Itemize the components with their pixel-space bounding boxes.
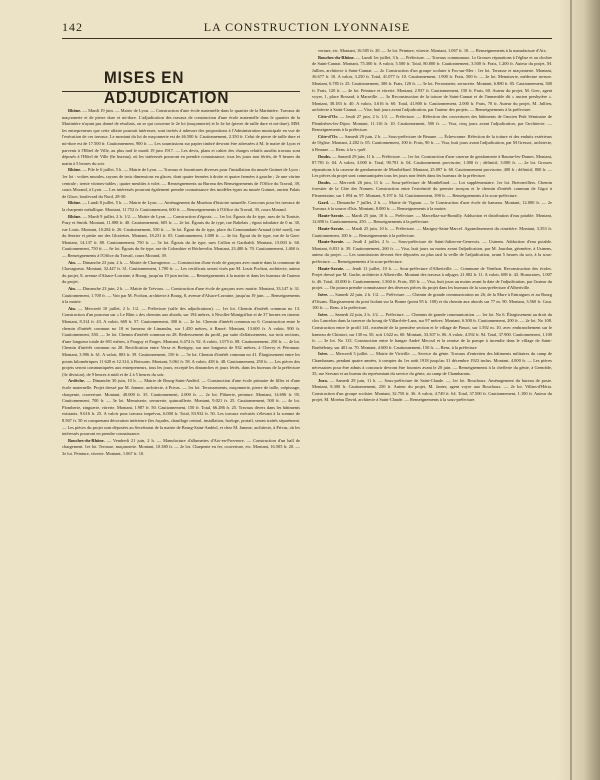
notice-department: Ain. (68, 305, 79, 311)
notice-paragraph (312, 48, 552, 55)
notice-text: — Dimanche 23 juin, 2 h. — Mairie de Trévoux. — Construction d'une école de garçons avec mairie. Montant, 33.147 fr. 31. Cautionnement, 1.700 fr. — Voir par M. Pochon, architecte à Bourg, 8, avenue d'Alsace-Lorraine, jusqu'au 19 juin. — Renseignements à la mairie. (62, 286, 300, 305)
notice-paragraph (312, 292, 552, 312)
notice-text: — Pile le 6 juillet, 5 h. — Mairie de Lyon. — Travaux et fournitures diverses pour l'installation du musée Guimet de Lyon : 1er lot : voûtes murales, rayons de trois dimensions en glaces, dont quatre fermées à droite et quatre fermées à gauche ; 2e une vitrine centrale ; trente vitrines-tables ; quatre meubles à volet. — Renseignements au Bureau des Renseignements de l'Office du Travail, 39, cours Morand, à Lyon. — Les intéressés pourront également prendre connaissance des modèles-types au musée Guimet, ancien Palais de Glace, boulevard du Nord, 28-30. (62, 167, 300, 199)
notice-department: Ain. (68, 259, 78, 265)
notice-paragraph (62, 378, 300, 437)
running-title: LA CONSTRUCTION LYONNAISE (203, 20, 411, 34)
right-column (312, 48, 552, 768)
notice-department: Haute-Savoie. (318, 239, 347, 245)
notice-paragraph (312, 55, 552, 114)
notice-text: — Samedi 29 juin, 11 h. — Préfecture. — 1er lot. Construction d'une caserne de gendarmerie à Baume-les-Dames. Montant, 87.781 fr. 04. A valoir, 3.000 fr. Total, 90.781 fr. 04. Cautionnement provisoire, 1.000 fr ; définitif, 3.000 fr. — 2e lot. Grosses réparations à la caserne de gendarmerie de Montbéliard. Montant, 25.097 fr. 60. Cautionnement provisoire, 400 fr ; définitif, 800 fr. — Les pièces du projet sont communiquées tous les jours non fériés dans les bureaux de la préfecture. (312, 153, 552, 179)
notice-text: — Mercredi 10 juillet, 2 h. 1/2. — Préfecture (salle des adjudications). — 1er lot. Chemin d'intérêt commun no 13. Construction d'un ponceau sur « Le Rhin » des chemins aux abords, sur 194 mètres, à Nivollet-Montgriffon et de 37 bornes en ciment. Montant, 8.314 fr. 43. A valoir, 669 fr. 57. Cautionnement, 300 fr. — 2e lot. Chemin d'intérêt commun no 6. Construction entre le chemin d'intérêt commun no 18 et hameau de Limandas, sur 1.450 mètres, à Rancé. Montant, 13.600 fr. A valoir, 900 fr. Cautionnement, 350. — 3e lot. Chemin d'intérêt commun no 28. Redressement du profil, par suite d'affaissements, sur trois sections, d'une longueur totale de 691 mètres, à Pouguy et Farges. Montant, 6.474 fr. 92. A valoir, 1.075 fr. 08. Cautionnement, 250 fr. — 4e lot. Chemin d'intérêt commun no 28. Rectification entre Versa et Bretigny, sur une longueur de 932 mètres, à Chevry et Péronnaz. Montant, 3.996 fr. 61. A valoir, 803 fr. 39. Cautionnement, 150 fr. — 5e lot. Chemin d'intérêt commun no 41. Élargissement entre les points kilométriques 11 620 et 12.314, à Boissons. Montant, 5.061 fr. 58. A valoir, 438 fr. 48. Cautionnement, 250 fr. — Les pièces des projets seront communiquées aux entrepreneurs, tous les jours, excepté les dimanches et jours fériés, dans les bureaux de la préfecture (3e division), de 9 heures à midi et de 2 à 5 heures du soir. (62, 305, 300, 377)
notice-department: Rhône. (68, 108, 83, 113)
notice-department: Haute-Savoie. (318, 212, 346, 218)
notice-text: — Samedi 22 juin, 2 h. 1/2. — Préfecture. — Chemins de grande communication. — 1er lot. No 6. Élargissement au droit du clos Lancelon dans la traverse du bourg de Villard-de-Lans, sur 97 mètres. Montant, 6.300 fr. Cautionnement, 200 fr. — 2e lot. No 108. Construction entre le profil 141, extrémité de la première section et le village de Pinsot, sur 1.592 m. 10, avec embranchement sur le hameau de Chintort, sur 130 m. 50, soit 1.622 m. 60. Montant, 33.307 fr. 06. A valoir, 4.592 fr. 94. Total, 37.900. Cautionnement, 1.100 fr. — 3e lot. No 113. Construction entre le hangar André Mecoul et la remise de la pompe à incendie dans le village de Saint-Barthélemy, sur 401 m. 70. Montant, 4.600 fr. Cautionnement, 150 fr. — Rens. à la préfecture (312, 311, 552, 350)
notice-department: Côte-d'Or. (318, 113, 340, 119)
notice-text: — Mardi 25 juin, 10 h. — Préfecture. — Marcellaz-sur-Rumilly. Adduction et distribution d'eau potable. Montant, 12.698 fr. Cautionnement, 250. — Renseignements à la préfecture. (312, 212, 552, 225)
notice-text: — Dimanche 23 juin, 2 h. — Mairie de Chavagneux. — Construction d'une école de garçons avec mairie dans la commune de Chavagneux. Montant, 32.447 fr. 31. Cautionnement, 1.700 fr. — Les certificats seront visés par M. Louis Pochon, architecte, auteur du projet, 8, avenue d'Alsace-Lorraine, à Bourg, jusqu'au 19 juin inclus. — Renseignements à la mairie et dans les bureaux de l'auteur du projet. (62, 259, 300, 285)
notice-department: Côte-d'Or. (318, 133, 340, 139)
notice-department: Doubs. (318, 153, 333, 159)
notice-paragraph (312, 154, 552, 180)
notice-text: — Mardi 19 juin. — Mairie de Lyon. — Construction d'une école maternelle dans le quartier de la Martinière. Travaux de maçonnerie et de pierre dure et mi-dure. L'adjudication des travaux de construction d'une école maternelle dans le quartier de la Martinière n'ayant pas donné de résultats, on se qui concerne le 2e lot (maçonnerie) et le 4e lot (pierre de taille dure et mi-dure), MM. les entrepreneurs que cette affaire pourrait intéresser, sont invités à adresser des propositions à l'Administration municipale en vue de l'exécution de ces travaux. Le montant du lot de maçonnerie est de 46.500 fr. Cautionnement, 2.350 fr. Celui de pierre de taille dure et mi-dure est de 17.500 fr. Cautionnement, 900 fr. — Les soumissions sur papier timbré devront être adressées à M. le maire de Lyon et parvenir à l'Hôtel de Ville, au plus tard le mardi 19 juin 1917. — Les devis, plans et cahier des charges relatifs auxdits travaux sont déposés à l'Hôtel de Ville (6e bureau), où les intéressés pourront en prendre connaissance, tous les jours non fériés, de 9 heures du matin à 5 heures du soir. (62, 108, 300, 166)
page-number: 142 (62, 20, 83, 34)
notice-text: — Jeudi 11 juillet, 10 h. — Sous-préfecture d'Albertville. — Commune de Venthon. Reconstruction des écoles. Projet dressé par M. Gache, architecte à Albertville. Montant des travaux à adjuger, 21.082 fr. 11. A valoir, 688 fr. 43. Honoraires, 1.007 fr. 46. Total, 43.000 fr. Cautionnement, 1.560 fr. Frais, 350 fr. — Visa, huit jours au moins avant la date de l'adjudication, par l'auteur du projet. — On pourra prendre connaissance des diverses pièces du projet dans les bureaux de la sous-préfecture d'Albertville. (312, 265, 552, 291)
notice-paragraph (62, 286, 300, 306)
notice-text: — Dimanche 7 juillet, 2 h. — Mairie de Vignan. — 1e Construction d'une école de hameau. Montant, 12.000 fr. — 2e Travaux à la source d'Isis. Montant, 8.000 fr. — Renseignements à la mairie. (312, 199, 552, 212)
section-title: MISES EN ADJUDICATION (104, 68, 230, 107)
notice-paragraph (312, 378, 552, 404)
notice-department: Bouches-du-Rhône. (318, 54, 356, 60)
notice-department: Rhône. (68, 200, 83, 206)
notice-department: Isère. (318, 351, 330, 357)
notice-paragraph (62, 260, 300, 286)
notice-paragraph (62, 167, 300, 200)
notice-department: Ain. (68, 286, 78, 292)
notice-text: — Vendredi 21 juin, 2 h. — Manufacture d'allumettes d'Aix-en-Provence. — Construction d'un hall de chargement. 1er lot. Terrasse, maçonnerie. Montant, 10.380 fr. — 2e lot. Charpente en fer, couverture, etc. Montant, 16.505 fr. 20. — 3e lot. Peinture, vitrerie. Montant, 1.067 fr. 10. (62, 437, 300, 456)
notice-paragraph (62, 108, 300, 167)
notice-text: — Lundi 1er juillet, 3 h. — Préfecture. — Travaux communaux. 1o Grosses réparations à l'église et au clocher de Saint-Cannat. Montant, 75.300 fr. A valoir, 5.500 fr. Total, 80.800 fr. Cautionnement, 3.500 fr. Frais, 1.200 fr. Auteur du projet, M. Jullien, architecte à Saint-Cannat. — 2o Construction d'un groupe scolaire à Fos-sur-Mer : 1er lot. Terrasse et maçonnerie. Montant, 36.677 fr. 10. A valoir, 3.250 fr. Total, 41.077 fr. 10. Cautionnement, 1.900 fr. Frais, 500 fr. — 2e lot. Menuiserie, médecine serrure. Montant, 6.785 fr. 25. Cautionnement, 300 fr. Frais, 120 fr. — 3e lot. Ferronnerie, serrurerie. Montant, 6.880 fr. 05. Cautionnement, 300 fr. Frais, 120 fr. — 4e lot. Peinture et vitrerie. Montant, 2.937 fr. Cautionnement, 150 fr. Frais, 60. Auteur du projet, M. Grec, agent voyer, 1, place Borsard, à Marseille. — 3o Reconstruction de la toiture de Saint-Cannat et de l'immeuble dit « ancien presbytère ». Montant, 38.183 fr. 40. A valoir, 3.616 fr. 60. Total, 41.800 fr. Cautionnement, 2.000 fr. Frais, 70 fr. Auteur du projet, M. Jullien, architecte à Saint-Cannat. — Vise, huit jours avant l'adjudication, par l'auteur des projets. — Renseignements à la préfecture. (312, 54, 552, 113)
notice-department: Rhône. (68, 213, 83, 219)
notice-paragraph (312, 312, 552, 352)
notice-department: Haute-Savoie. (318, 226, 346, 232)
notice-department: Bouches-du-Rhône. (68, 437, 107, 443)
notice-department: Doubs. (318, 179, 334, 185)
notice-department: Haute-Savoie. (318, 265, 347, 271)
notice-text: — Samedi 29 juin, 11 h. — Sous-préfecture de Saint-Claude. — 1er lot. Bouchoux. Aménagement du bureau de poste. Montant, 8.300 fr. Cautionnement, 250 fr. Auteur du projet, M. Janier, agent voyer aux Bouchoux. — 2e lot. Villars-d'Héria. Construction d'un groupe scolaire. Montant, 32.750 fr. 36. A valoir, 4.749 fr. 64. Total, 37.500 fr. Cautionnement, 1.100 fr. Auteur du projet, M. Moréau David, architecte à Saint-Claude. — Renseignements à la sous-préfecture. (312, 377, 552, 403)
header-rule (62, 38, 552, 39)
notice-paragraph (312, 200, 552, 213)
notice-text: — Mardi 9 juillet, 2 h. 1/2. — Mairie de Lyon. — Construction d'égouts. — 1er lot. Égouts du 4e type, rues de la Tunisie, Puzy et Smith. Montant, 11.088 fr. 40. Cautionnement, 605 fr. — 2e lot. Égouts du 4e type, rue Rabelais ; égout tubulaire de 0 m. 30, rue Louis. Montant, 10.284 fr. 26. Cautionnement, 550 fr. — 3e lot. Égout du 4e type, place du Commandant-Arnaud (côté nord), rue du Sentier et petite rue des Gloriettes. Montant, 18.231 fr. 05. Cautionnement, 1.000 fr. — 4e lot. Égout du 4e type, rue de la Gare. Montant, 14.137 fr. 80. Cautionnement, 750 fr. — 5e lot. Égouts du 4e type, rues Crillon et Garibaldi. Montant, 15.003 fr. 60. Cautionnement, 750 fr. — 6e lot. Égouts du 6e type, rue de Colombier et Béchevelin. Montant, 23.480 fr. 70. Cautionnement, 1.460 fr. — Renseignements à l'Office du Travail, cours Morand, 39. (62, 213, 300, 259)
left-column (62, 108, 300, 768)
notice-paragraph (312, 114, 552, 134)
page-header (62, 20, 552, 38)
notice-paragraph (312, 180, 552, 200)
notice-department: Isère. (318, 291, 330, 297)
notice-department: Jura. (318, 377, 330, 383)
spine-shadow (558, 0, 600, 780)
notice-paragraph (312, 266, 552, 292)
notice-paragraph (62, 438, 300, 458)
notice-department: Gard. (318, 199, 331, 205)
notice-text: — Lundi 8 juillet, 5 h. — Mairie de Lyon. — Aménagement du Muséum d'histoire naturelle. Concours pour les travaux de la charpente métallique. Montant, 11.752 fr. Cautionnement, 600 fr. — Renseignements à l'Office du Travail, 39, cours Morand. (62, 200, 300, 212)
notice-paragraph (312, 239, 552, 265)
notice-text: verture, etc. Montant, 16.505 fr. 20. — 3e lot. Peinture, vitrerie. Montant, 1.067 fr. 10. — Renseignements à la manufacture d'Aix. (318, 48, 547, 53)
notice-text: — Samedi 29 juin, 2 h. — Sous-préfecture de Beaune. — Échevronne. Réfection de la toiture et des enduits extérieurs de l'église. Montant, 2.282 fr. 05. Cautionnement, 100 fr. Frais, 90 fr. — Visa, huit jours avant l'adjudication, par M Gressot, architecte, à Beaune. — Rens. à la s.-préf. (312, 133, 552, 152)
notice-text: — Jeudi 27 juin, 2 h. 1/2. — Préfecture. — Réfection des couvertures des bâtiments de l'ancien Petit Séminaire de Plombières-les-Dijon. Montant, 11.116 fr. 10. Cautionnement, 500 fr. — Visa, cinq jours avant l'adjudication, par l'architecte. — Renseignements à la préfecture. (312, 113, 552, 133)
notice-paragraph (62, 214, 300, 260)
notice-paragraph (62, 200, 300, 213)
notice-text: — Jeudi 4 juillet, 2 h. — Sous-préfecture de Saint-Julien-en-Genevois. — Usinens. Adduction d'eau potable. Montant, 6.831 fr. 39. Cautionnement, 260 fr. — Visa, huit jours au moins avant l'adjudication, par M. Jourdan, géomètre, à Usinens, auteur du projet. — Les soumissions devront être déposées au plus tard la veille de l'adjudication, avant 5 heures du soir, à la sous-préfecture. — Renseignements à la sous-préfecture. (312, 239, 552, 264)
notice-text: — Samedi 22 juin, 2 h. 1/2. — Préfecture. — Chemin de grande communication no 26, de la Mure à Entraigues et au Bourg d'Oisans. Élargissement du pont Isolant sur la Bonne (point 95 k. 100) et du chemin aux abords sur 77 m. 90. Montant, 3.560 fr. Caut. 100 fr. — Rens. à la préfecture. (312, 291, 552, 311)
notice-paragraph (312, 351, 552, 377)
notice-paragraph (312, 134, 552, 154)
notice-text: — Mercredi 26 juin, 11 h. — Sous-préfecture de Montbéliard. — Lot supplémentaire. 1er lot. Bretonvillers. Chemin forestier de la Côte des Nonnes. Construction entre l'extrémité du premier tronçon et le chemin d'intérêt commun de Gigot à Fleurentaine, sur 1 094 m. 97. Montant, 9.197 fr. 54. Cautionnement, 390 fr. — Renseignements à la sous-préfecture. (312, 179, 552, 199)
notice-department: Isère. (318, 311, 330, 317)
notice-text: — Mardi 25 juin, 10 h. — Préfecture. — Marigny-Saint-Marcel. Agrandissement du cimetière. Montant, 3.353 fr. Cautionnement, 100 fr. — Renseignements à la préfecture. (312, 226, 552, 238)
notice-paragraph (312, 213, 552, 226)
notice-department: Ardèche. (68, 378, 87, 384)
title-rule (62, 91, 300, 92)
notice-paragraph (312, 226, 552, 239)
notice-department: Rhône. (68, 167, 83, 173)
notice-text: — Mercredi 3 juillet. — Mairie de Viriville. — Service du génie. Travaux d'entretien des bâtiments militaires du camp de Chambarans, pendant quatre années, à compter du 1er août 1918 jusqu'au 31 décembre 1923 inclus. Montant, 4.000 fr. — Les pièces nécessaires pour être admis à concourir devront être fournies avant le 20 juin. — Renseignements à la chefferie du génie, à Grenoble, 35, rue Servant et au bureau du représentant du service du génie, au camp de Chambarans. (312, 351, 552, 377)
notice-paragraph (62, 306, 300, 379)
section-title-box (62, 48, 300, 107)
notice-text: — Dimanche 30 juin, 10 h. — Mairie de Bourg-Saint-Andéol. — Construction d'une école primaire de filles et d'une école maternelle. Projet dressé par M. Jamme, architecte, à Privas. — 1er lot. Terrassements, maçonnerie, pierre de taille, crépissage, charpente, couverture. Montant, 40.000 fr. 35. Cautionnement, 2.000 fr. — 2e lot. Plâtrerie, peinture. Montant, 14.696 fr. 95. Cautionnement, 700 fr. — 3e lot. Menuiserie, serrurerie, quincaillerie. Montant, 9.021 fr. 25. Cautionnement, 500 fr. — 4e lot. Plomberie, zinguerie, vitrerie. Montant, 1.987 fr. 50. Cautionnement, 150 fr. Total, 66.286 fr. 25. Travaux divers dans les bâtiments existants. 9.616 fr. 25. A valoir pour travaux imprévus, 6.000 fr. Total, 83.932 fr. 50. Les travaux exécutés s'élevant à la somme de 8.567 fr. 50 et comprenant décoration intérieure (les façades, chauffage central, installation, horloge, portail, seront traités séparément. — Les pièces du projet sont déposées au Secrétariat de la mairie de Bourg-Saint-Andéol, et chez M. Jamme, architecte, à Privas, où les intéressés pourront en prendre connaissance. (62, 378, 300, 437)
